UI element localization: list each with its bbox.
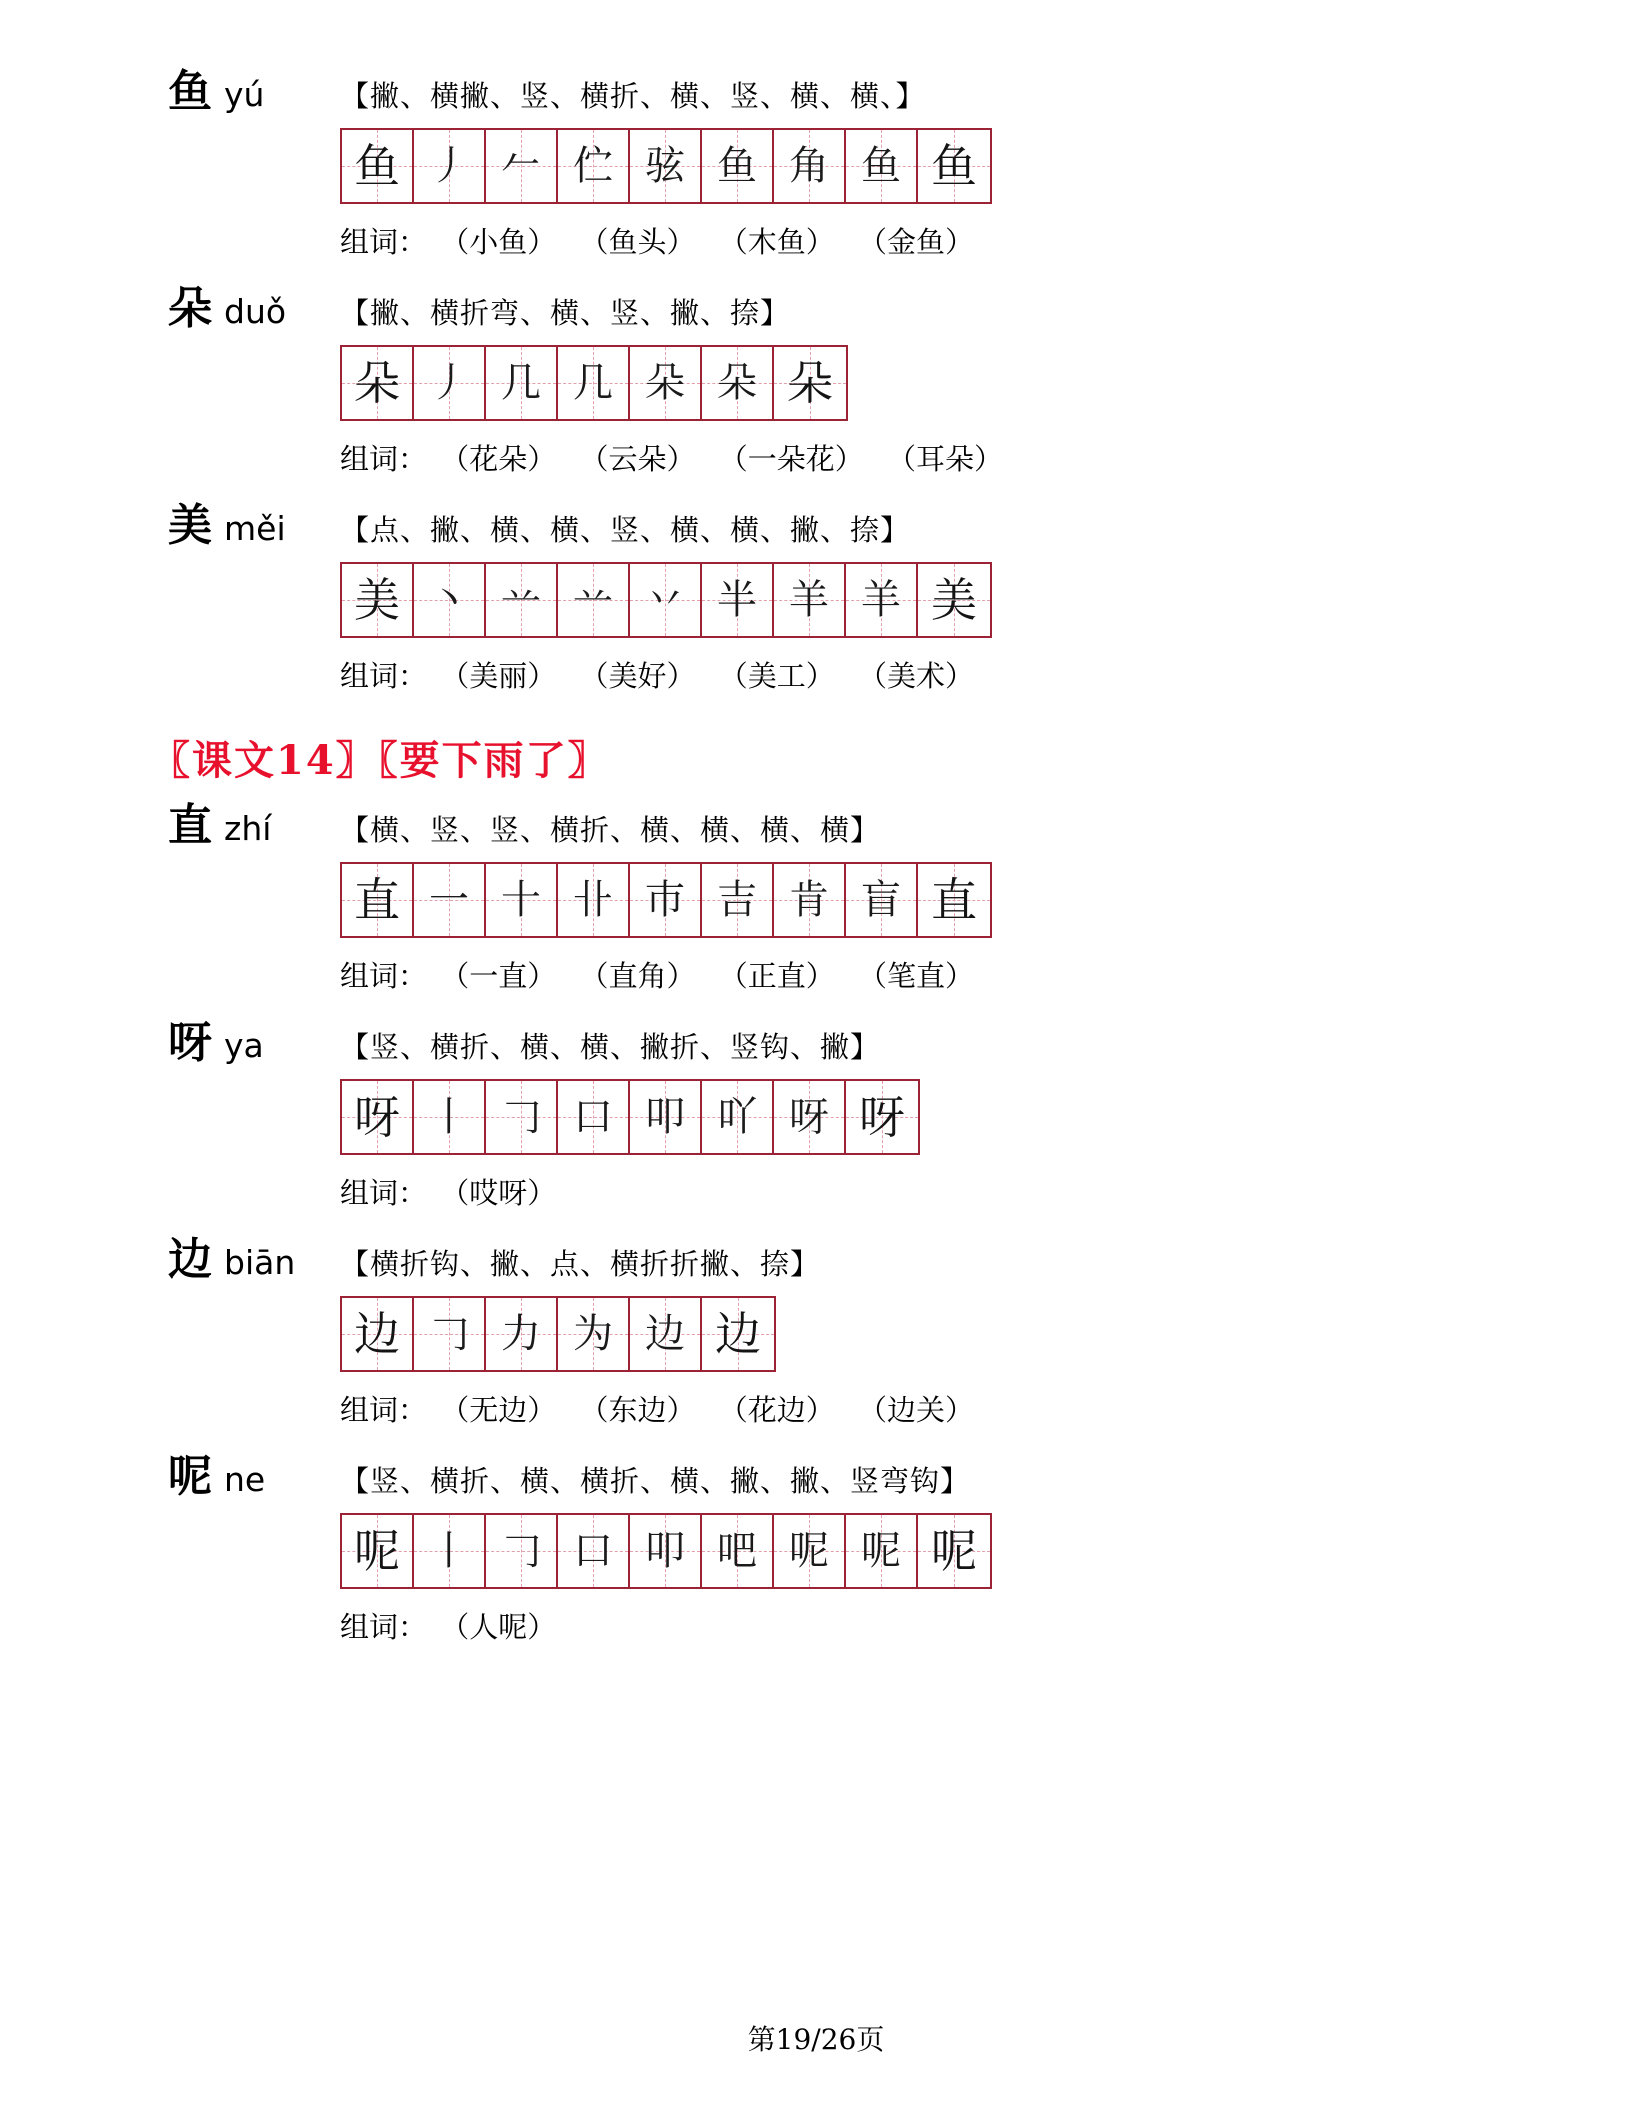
stroke-cell: 呢 [342, 1515, 414, 1587]
stroke-cell: 叩 [630, 1081, 702, 1153]
stroke-grid [340, 862, 992, 938]
stroke-cell: 𠃌 [414, 1298, 486, 1370]
stroke-grid-wrap [340, 1079, 1542, 1155]
character-glyph: 直 [168, 801, 212, 850]
word-item: （美好） [579, 659, 696, 693]
stroke-grid [340, 562, 992, 638]
character-glyph: 美 [168, 501, 212, 550]
word-label: 组词： [340, 1610, 428, 1644]
entry-header [90, 67, 1542, 116]
word-label: 组词： [340, 225, 428, 259]
character-pinyin: ne [224, 1460, 266, 1499]
stroke-cell: 吧 [702, 1515, 774, 1587]
character-heading [90, 1452, 340, 1501]
stroke-cell: 鱼 [342, 130, 414, 202]
word-label: 组词： [340, 1393, 428, 1427]
stroke-cell: 几 [486, 347, 558, 419]
entry-header [90, 1452, 1542, 1501]
word-examples [340, 220, 1542, 261]
stroke-cell: 美 [918, 564, 990, 636]
stroke-order-text: 【竖、横折、横、横、撇折、竖钩、撇】 [340, 1030, 881, 1064]
word-examples [340, 1388, 1542, 1429]
stroke-cell: 𠃌 [486, 1081, 558, 1153]
stroke-cell: 为 [558, 1298, 630, 1370]
stroke-cell: 口 [558, 1081, 630, 1153]
character-entry [90, 1235, 1542, 1429]
stroke-cell: 边 [630, 1298, 702, 1370]
stroke-grid [340, 1296, 776, 1372]
stroke-cell: 边 [342, 1298, 414, 1370]
stroke-grid [340, 1079, 920, 1155]
stroke-order-text: 【横折钩、撇、点、横折折撇、捺】 [340, 1247, 821, 1281]
word-examples [340, 1171, 1542, 1212]
stroke-cell: 美 [342, 564, 414, 636]
stroke-cell: 肯 [774, 864, 846, 936]
character-entry [90, 1018, 1542, 1212]
word-item: （美术） [857, 659, 974, 693]
stroke-cell: 一 [414, 864, 486, 936]
stroke-cell: 呀 [342, 1081, 414, 1153]
stroke-cell: 直 [342, 864, 414, 936]
character-glyph: 朵 [168, 284, 212, 333]
stroke-cell: 鱼 [702, 130, 774, 202]
stroke-grid-wrap [340, 345, 1542, 421]
word-label: 组词： [340, 442, 428, 476]
word-item: （鱼头） [579, 225, 696, 259]
stroke-cell: 力 [486, 1298, 558, 1370]
word-item: （小鱼） [440, 225, 557, 259]
word-item: （木鱼） [718, 225, 835, 259]
stroke-cell: 角 [774, 130, 846, 202]
character-entry [90, 801, 1542, 995]
stroke-cell: 朵 [702, 347, 774, 419]
stroke-cell: 鱼 [918, 130, 990, 202]
stroke-order-text: 【竖、横折、横、横折、横、撇、撇、竖弯钩】 [340, 1464, 971, 1498]
word-item: （云朵） [579, 442, 696, 476]
stroke-cell: 䒑 [486, 564, 558, 636]
stroke-cell: 丿 [414, 347, 486, 419]
character-entry [90, 284, 1542, 478]
character-pinyin: yú [224, 75, 265, 114]
stroke-cell: 伫 [558, 130, 630, 202]
character-entry [90, 501, 1542, 695]
stroke-cell: 呢 [774, 1515, 846, 1587]
stroke-cell: 丷 [630, 564, 702, 636]
word-item: （一直） [440, 959, 557, 993]
stroke-cell: 丨 [414, 1515, 486, 1587]
character-glyph: 呢 [168, 1452, 212, 1501]
word-item: （笔直） [857, 959, 974, 993]
entry-header [90, 1235, 1542, 1284]
entry-header [90, 801, 1542, 850]
character-heading [90, 1018, 340, 1067]
word-label: 组词： [340, 659, 428, 693]
word-item: （哎呀） [440, 1176, 557, 1210]
stroke-cell: 直 [918, 864, 990, 936]
stroke-cell: 羊 [774, 564, 846, 636]
stroke-cell: 口 [558, 1515, 630, 1587]
stroke-grid-wrap [340, 862, 1542, 938]
character-pinyin: měi [224, 509, 286, 548]
stroke-cell: 丿 [414, 130, 486, 202]
stroke-cell: 吉 [702, 864, 774, 936]
word-item: （一朵花） [718, 442, 864, 476]
stroke-cell: 呀 [774, 1081, 846, 1153]
word-item: （美丽） [440, 659, 557, 693]
stroke-cell: 几 [558, 347, 630, 419]
character-heading [90, 284, 340, 333]
character-heading [90, 1235, 340, 1284]
entry-header [90, 501, 1542, 550]
stroke-cell: 𫠊 [630, 130, 702, 202]
word-item: （耳朵） [886, 442, 1003, 476]
stroke-order-text: 【撇、横撇、竖、横折、横、竖、横、横、】 [340, 79, 926, 113]
stroke-cell: 羊 [846, 564, 918, 636]
stroke-cell: 朵 [630, 347, 702, 419]
stroke-cell: 𠃌 [486, 1515, 558, 1587]
stroke-grid [340, 345, 848, 421]
stroke-cell: 盲 [846, 864, 918, 936]
stroke-order-text: 【横、竖、竖、横折、横、横、横、横】 [340, 813, 881, 847]
stroke-cell: 朵 [342, 347, 414, 419]
stroke-cell: 十 [486, 864, 558, 936]
word-item: （花边） [718, 1393, 835, 1427]
word-examples [340, 1605, 1542, 1646]
stroke-cell: 巿 [630, 864, 702, 936]
stroke-grid [340, 1513, 992, 1589]
character-pinyin: duǒ [224, 292, 287, 331]
stroke-grid-wrap [340, 562, 1542, 638]
character-heading [90, 501, 340, 550]
character-heading [90, 801, 340, 850]
character-entry [90, 1452, 1542, 1646]
word-item: （花朵） [440, 442, 557, 476]
stroke-cell: 鱼 [846, 130, 918, 202]
character-pinyin: ya [224, 1026, 264, 1065]
stroke-cell: 呀 [846, 1081, 918, 1153]
word-item: （东边） [579, 1393, 696, 1427]
character-glyph: 鱼 [168, 67, 212, 116]
stroke-cell: 边 [702, 1298, 774, 1370]
character-entry [90, 67, 1542, 261]
stroke-grid-wrap [340, 128, 1542, 204]
stroke-cell: 吖 [702, 1081, 774, 1153]
character-heading [90, 67, 340, 116]
word-item: （直角） [579, 959, 696, 993]
stroke-cell: 丶 [414, 564, 486, 636]
stroke-cell: 𠂉 [486, 130, 558, 202]
stroke-order-text: 【点、撇、横、横、竖、横、横、撇、捺】 [340, 513, 911, 547]
stroke-grid [340, 128, 992, 204]
stroke-order-text: 【撇、横折弯、横、竖、撇、捺】 [340, 296, 791, 330]
character-glyph: 呀 [168, 1018, 212, 1067]
stroke-grid-wrap [340, 1513, 1542, 1589]
character-glyph: 边 [168, 1235, 212, 1284]
entry-header [90, 284, 1542, 333]
stroke-cell: 叩 [630, 1515, 702, 1587]
word-item: （无边） [440, 1393, 557, 1427]
word-label: 组词： [340, 959, 428, 993]
word-examples [340, 437, 1542, 478]
page-footer: 第19/26页 [747, 2023, 885, 2056]
stroke-cell: 卝 [558, 864, 630, 936]
word-examples [340, 954, 1542, 995]
word-item: （金鱼） [857, 225, 974, 259]
stroke-cell: 半 [702, 564, 774, 636]
word-item: （边关） [857, 1393, 974, 1427]
word-item: （美工） [718, 659, 835, 693]
stroke-cell: 呢 [918, 1515, 990, 1587]
stroke-cell: 䒑 [558, 564, 630, 636]
section-heading: 〖课文14〗〖要下雨了〗 [150, 737, 610, 784]
word-item: （正直） [718, 959, 835, 993]
stroke-grid-wrap [340, 1296, 1542, 1372]
stroke-cell: 呢 [846, 1515, 918, 1587]
stroke-cell: 朵 [774, 347, 846, 419]
character-pinyin: biān [224, 1243, 296, 1282]
character-pinyin: zhí [224, 809, 272, 848]
word-item: （人呢） [440, 1610, 557, 1644]
entry-header [90, 1018, 1542, 1067]
stroke-cell: 丨 [414, 1081, 486, 1153]
word-label: 组词： [340, 1176, 428, 1210]
word-examples [340, 654, 1542, 695]
